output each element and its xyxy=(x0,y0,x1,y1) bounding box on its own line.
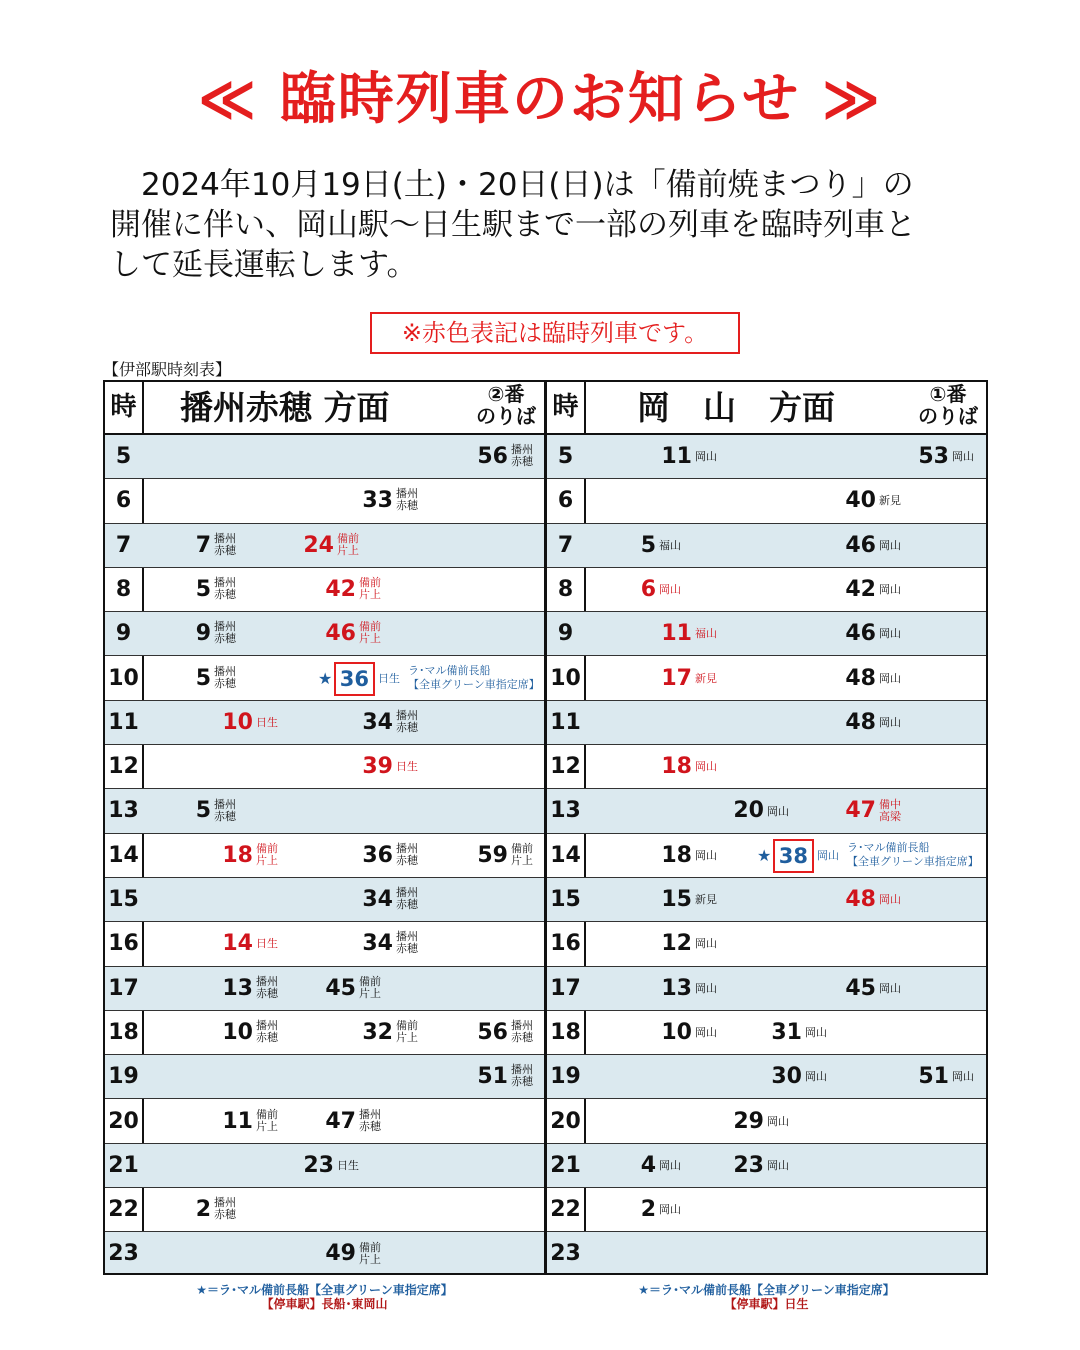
destination: 日生 xyxy=(396,760,418,774)
hour-cell: 23 xyxy=(550,1241,581,1267)
platform-text: のりば xyxy=(476,404,536,428)
hour-cell: 10 xyxy=(108,665,139,691)
hour-header: 時 xyxy=(110,392,137,422)
destination xyxy=(214,799,236,823)
departure-minute: 11 xyxy=(661,621,692,647)
departure-minute: 11 xyxy=(661,444,692,469)
departure-minute: 46 xyxy=(325,621,356,647)
hour-cell: 14 xyxy=(550,842,581,868)
destination-line: 赤穂 xyxy=(214,676,236,690)
destination xyxy=(337,533,359,557)
hour-cell: 5 xyxy=(557,444,574,469)
destination xyxy=(396,488,418,512)
destination-line: 赤穂 xyxy=(256,986,278,1000)
destination-line: 片上 xyxy=(359,632,381,646)
table-row xyxy=(105,967,544,1011)
departure-minute: 36 xyxy=(334,662,375,696)
destination: 新見 xyxy=(879,494,901,508)
departure-minute: 34 xyxy=(362,709,393,735)
departure-minute: 14 xyxy=(222,931,253,957)
table-row xyxy=(105,1011,544,1055)
destination-line: 赤穂 xyxy=(214,543,236,557)
departure-minute: 4 xyxy=(640,1152,656,1178)
hour-cell: 18 xyxy=(108,1019,139,1045)
hour-cell: 16 xyxy=(108,931,139,957)
destination: 日生 xyxy=(256,937,278,951)
destination-line: 播州 xyxy=(511,1063,533,1077)
departure-minute: 30 xyxy=(771,1064,802,1090)
hour-cell: 6 xyxy=(557,488,574,514)
destination xyxy=(511,1064,533,1088)
destination xyxy=(214,533,236,557)
destination-line: 播州 xyxy=(396,487,418,501)
destination: 岡山 xyxy=(952,1070,974,1084)
timetable-right-panel xyxy=(545,380,988,1275)
departure-minute: 5 xyxy=(640,532,656,558)
destination: 岡山 xyxy=(767,1114,789,1128)
destination xyxy=(511,843,533,867)
red-note-box: ※赤色表記は臨時列車です。 xyxy=(370,312,740,354)
destination-line: 備前 xyxy=(396,1019,418,1033)
departure-minute: 12 xyxy=(661,931,692,957)
hour-cell: 17 xyxy=(550,975,581,1001)
destination-line: 片上 xyxy=(511,853,533,867)
destination: 新見 xyxy=(695,893,717,907)
la-maru-name: ラ･マル備前長船 xyxy=(847,840,930,854)
destination-line: 赤穂 xyxy=(396,898,418,912)
destination xyxy=(359,577,381,601)
departure-minute: 5 xyxy=(195,798,211,824)
departure-minute: 10 xyxy=(222,1019,253,1045)
table-row xyxy=(105,789,544,833)
la-maru-note xyxy=(847,841,979,869)
departure-minute: 51 xyxy=(477,1064,508,1090)
departure-minute: 46 xyxy=(845,621,876,647)
destination: 岡山 xyxy=(879,583,901,597)
departure-minute: 38 xyxy=(773,839,814,873)
departure-minute: 53 xyxy=(918,444,949,469)
table-row xyxy=(105,479,544,523)
departure-minute: 24 xyxy=(303,532,334,558)
hour-cell: 11 xyxy=(108,709,139,735)
destination-line: 播州 xyxy=(396,930,418,944)
destination-line: 備前 xyxy=(256,1107,278,1121)
departure-minute: 49 xyxy=(325,1241,356,1267)
hour-cell: 19 xyxy=(108,1064,139,1090)
destination-line: 備前 xyxy=(359,576,381,590)
timetable-left-panel xyxy=(103,380,546,1275)
table-row xyxy=(105,922,544,966)
table-row xyxy=(547,789,986,833)
departure-minute: 48 xyxy=(845,665,876,691)
departure-minute: 32 xyxy=(362,1019,393,1045)
destination xyxy=(214,577,236,601)
departure-minute: 45 xyxy=(845,975,876,1001)
table-row xyxy=(105,834,544,878)
departure-minute: 56 xyxy=(477,444,508,469)
destination-line: 備前 xyxy=(359,974,381,988)
notice-text xyxy=(110,165,990,285)
departure-minute: 56 xyxy=(477,1019,508,1045)
departure-minute: 2 xyxy=(640,1197,656,1223)
destination xyxy=(214,1197,236,1221)
hour-cell: 7 xyxy=(557,532,574,558)
departure-minute: 10 xyxy=(222,709,253,735)
hour-cell: 12 xyxy=(550,754,581,780)
destination: 日生 xyxy=(378,671,400,685)
departure-minute: 31 xyxy=(771,1019,802,1045)
table-row xyxy=(547,834,986,878)
hour-cell: 11 xyxy=(550,709,581,735)
table-row xyxy=(547,701,986,745)
hour-cell: 20 xyxy=(550,1108,581,1134)
platform-label xyxy=(476,383,536,427)
table-row xyxy=(547,1100,986,1144)
platform-number: ①番 xyxy=(929,382,967,406)
destination xyxy=(511,1020,533,1044)
destination-line: 播州 xyxy=(256,974,278,988)
destination xyxy=(256,1109,278,1133)
departure-minute: 5 xyxy=(195,665,211,691)
hour-cell: 8 xyxy=(557,576,574,602)
hour-cell: 7 xyxy=(115,532,132,558)
platform-label xyxy=(918,383,978,427)
destination xyxy=(396,1020,418,1044)
destination: 岡山 xyxy=(879,671,901,685)
hour-cell: 14 xyxy=(108,842,139,868)
notice-line: 開催に伴い、岡山駅～日生駅まで一部の列車を臨時列車と xyxy=(110,207,916,243)
table-row xyxy=(105,1144,544,1188)
destination: 岡山 xyxy=(695,937,717,951)
table-row xyxy=(105,435,544,479)
destination-line: 片上 xyxy=(256,853,278,867)
table-row xyxy=(105,1100,544,1144)
departure-minute: 18 xyxy=(222,842,253,868)
destination: 岡山 xyxy=(767,804,789,818)
hour-cell: 16 xyxy=(550,931,581,957)
table-row xyxy=(547,612,986,656)
departure-minute: 20 xyxy=(733,798,764,824)
panel-header xyxy=(547,382,986,435)
destination: 岡山 xyxy=(805,1070,827,1084)
departure-minute: 18 xyxy=(661,842,692,868)
footer-stops: 【停車駅】長船･東岡山 xyxy=(261,1297,388,1311)
table-row xyxy=(547,878,986,922)
departure-minute: 15 xyxy=(661,887,692,912)
hour-cell: 9 xyxy=(115,621,132,647)
destination: 岡山 xyxy=(817,848,839,862)
destination xyxy=(396,931,418,955)
departure-minute: 36 xyxy=(362,842,393,868)
star-icon: ★ xyxy=(318,668,333,688)
notice-line: して延長運転します。 xyxy=(110,247,418,283)
hour-cell: 23 xyxy=(108,1241,139,1267)
footer-star-note: ★＝ラ･マル備前長船【全車グリーン車指定席】 xyxy=(196,1283,453,1297)
hour-cell: 22 xyxy=(108,1197,139,1223)
panel-header xyxy=(105,382,544,435)
departure-minute: 40 xyxy=(845,488,876,514)
table-row xyxy=(547,1188,986,1232)
destination xyxy=(359,976,381,1000)
table-row xyxy=(105,524,544,568)
platform-text: のりば xyxy=(918,404,978,428)
hour-cell: 18 xyxy=(550,1019,581,1045)
departure-minute: 23 xyxy=(733,1152,764,1178)
departure-minute: 47 xyxy=(325,1108,356,1134)
table-row xyxy=(547,435,986,479)
destination-line: 片上 xyxy=(359,588,381,602)
destination-line: 播州 xyxy=(256,1019,278,1033)
footer-left xyxy=(103,1283,546,1311)
destination-line: 片上 xyxy=(359,986,381,1000)
destination: 岡山 xyxy=(879,538,901,552)
destination-line: 赤穂 xyxy=(511,455,533,469)
destination-line: 播州 xyxy=(511,1019,533,1033)
destination xyxy=(511,444,533,468)
destination: 岡山 xyxy=(879,981,901,995)
departure-minute: 9 xyxy=(195,621,211,647)
destination: 日生 xyxy=(337,1158,359,1172)
destination xyxy=(256,843,278,867)
hour-cell: 10 xyxy=(550,665,581,691)
destination-line: 備前 xyxy=(256,841,278,855)
table-row xyxy=(105,657,544,701)
table-row xyxy=(105,1232,544,1275)
destination-line: 播州 xyxy=(214,664,236,678)
hour-cell: 15 xyxy=(550,887,581,912)
destination: 岡山 xyxy=(695,1026,717,1040)
departure-minute: 10 xyxy=(661,1019,692,1045)
destination-line: 赤穂 xyxy=(256,1031,278,1045)
destination: 福山 xyxy=(695,627,717,641)
destination xyxy=(396,887,418,911)
destination-line: 播州 xyxy=(214,797,236,811)
destination xyxy=(214,621,236,645)
destination xyxy=(396,710,418,734)
destination-line: 高梁 xyxy=(879,809,901,823)
departure-minute: 7 xyxy=(195,532,211,558)
departure-minute: 39 xyxy=(362,754,393,780)
destination: 福山 xyxy=(659,538,681,552)
departure-minute: 34 xyxy=(362,887,393,912)
destination-line: 播州 xyxy=(396,708,418,722)
destination-line: 播州 xyxy=(214,620,236,634)
destination xyxy=(256,976,278,1000)
departure-minute: 47 xyxy=(845,798,876,824)
departure-minute: 29 xyxy=(733,1108,764,1134)
destination: 岡山 xyxy=(695,760,717,774)
destination-line: 赤穂 xyxy=(396,942,418,956)
destination xyxy=(879,799,901,823)
hour-cell: 22 xyxy=(550,1197,581,1223)
destination: 岡山 xyxy=(805,1026,827,1040)
destination: 岡山 xyxy=(695,848,717,862)
destination-line: 赤穂 xyxy=(396,720,418,734)
destination-line: 播州 xyxy=(396,841,418,855)
destination-line: 播州 xyxy=(511,443,533,457)
departure-minute: 59 xyxy=(477,842,508,868)
hour-cell: 15 xyxy=(108,887,139,912)
table-row xyxy=(547,967,986,1011)
departure-minute: 48 xyxy=(845,709,876,735)
destination: 岡山 xyxy=(659,1158,681,1172)
footer-right xyxy=(545,1283,988,1311)
destination-line: 片上 xyxy=(256,1119,278,1133)
destination-line: 播州 xyxy=(214,531,236,545)
table-row xyxy=(105,701,544,745)
destination: 岡山 xyxy=(659,583,681,597)
star-icon: ★ xyxy=(757,845,772,865)
hour-cell: 6 xyxy=(115,488,132,514)
table-row xyxy=(547,1055,986,1099)
departure-minute: 34 xyxy=(362,931,393,957)
la-maru-seat-note: 【全車グリーン車指定席】 xyxy=(847,854,979,868)
destination xyxy=(214,666,236,690)
destination-line: 赤穂 xyxy=(359,1119,381,1133)
hour-cell: 19 xyxy=(550,1064,581,1090)
departure-minute: 6 xyxy=(640,576,656,602)
destination: 岡山 xyxy=(659,1203,681,1217)
departure-minute: 11 xyxy=(222,1108,253,1134)
departure-minute: 23 xyxy=(303,1152,334,1178)
table-row xyxy=(105,745,544,789)
hour-cell: 13 xyxy=(550,798,581,824)
departure-minute: 13 xyxy=(661,975,692,1001)
footer-star-note: ★＝ラ･マル備前長船【全車グリーン車指定席】 xyxy=(638,1283,895,1297)
destination-line: 備中 xyxy=(879,797,901,811)
destination-line: 赤穂 xyxy=(511,1031,533,1045)
table-row xyxy=(547,1232,986,1275)
hour-cell: 21 xyxy=(550,1152,581,1178)
destination-line: 赤穂 xyxy=(214,632,236,646)
destination-line: 赤穂 xyxy=(396,853,418,867)
departure-minute: 18 xyxy=(661,754,692,780)
destination: 岡山 xyxy=(767,1158,789,1172)
hour-cell: 8 xyxy=(115,576,132,602)
table-row xyxy=(105,1188,544,1232)
platform-number: ②番 xyxy=(487,382,525,406)
destination-line: 片上 xyxy=(337,543,359,557)
destination: 岡山 xyxy=(952,450,974,464)
departure-minute: 5 xyxy=(195,576,211,602)
departure-minute: 33 xyxy=(362,488,393,514)
departure-minute: 17 xyxy=(661,665,692,691)
direction-title: 岡 山 方面 xyxy=(637,388,835,427)
notice-line: 2024年10月19日(土)・20日(日)は「備前焼まつり」の xyxy=(110,167,914,203)
destination-line: 備前 xyxy=(359,1240,381,1254)
hour-cell: 17 xyxy=(108,975,139,1001)
departure-minute: 13 xyxy=(222,975,253,1001)
table-row xyxy=(547,1011,986,1055)
destination-line: 片上 xyxy=(396,1031,418,1045)
timetable-label: 【伊部駅時刻表】 xyxy=(103,360,232,379)
hour-cell: 20 xyxy=(108,1108,139,1134)
destination-line: 片上 xyxy=(359,1252,381,1266)
destination-line: 播州 xyxy=(214,576,236,590)
direction-title: 播州赤穂 方面 xyxy=(180,388,390,427)
table-row xyxy=(547,745,986,789)
hour-header: 時 xyxy=(552,392,579,422)
destination xyxy=(359,1242,381,1266)
page-title: ≪ 臨時列車のお知らせ ≫ xyxy=(197,67,883,132)
destination-line: 赤穂 xyxy=(214,588,236,602)
destination: 岡山 xyxy=(695,450,717,464)
destination: 岡山 xyxy=(879,627,901,641)
destination xyxy=(359,1109,381,1133)
destination-line: 播州 xyxy=(359,1107,381,1121)
destination: 岡山 xyxy=(695,981,717,995)
destination-line: 赤穂 xyxy=(396,499,418,513)
destination-line: 赤穂 xyxy=(511,1075,533,1089)
destination-line: 播州 xyxy=(396,886,418,900)
hour-cell: 13 xyxy=(108,798,139,824)
departure-minute: 42 xyxy=(845,576,876,602)
destination: 日生 xyxy=(256,715,278,729)
table-row xyxy=(105,878,544,922)
footer-stops: 【停車駅】日生 xyxy=(724,1297,809,1311)
hour-cell: 12 xyxy=(108,754,139,780)
departure-minute: 2 xyxy=(195,1197,211,1223)
destination-line: 備前 xyxy=(511,841,533,855)
hour-cell: 9 xyxy=(557,621,574,647)
destination xyxy=(396,843,418,867)
destination-line: 播州 xyxy=(214,1196,236,1210)
table-row xyxy=(547,657,986,701)
destination xyxy=(359,621,381,645)
table-row xyxy=(105,568,544,612)
table-row xyxy=(547,1144,986,1188)
la-maru-seat-note: 【全車グリーン車指定席】 xyxy=(408,677,540,691)
table-row xyxy=(105,1055,544,1099)
departure-minute: 48 xyxy=(845,887,876,912)
la-maru-name: ラ･マル備前長船 xyxy=(408,663,491,677)
hour-cell: 21 xyxy=(108,1152,139,1178)
destination-line: 赤穂 xyxy=(214,809,236,823)
destination xyxy=(256,1020,278,1044)
departure-minute: 42 xyxy=(325,576,356,602)
departure-minute: 51 xyxy=(918,1064,949,1090)
table-row xyxy=(547,568,986,612)
table-row xyxy=(547,922,986,966)
hour-cell: 5 xyxy=(115,444,132,469)
departure-minute: 45 xyxy=(325,975,356,1001)
destination-line: 備前 xyxy=(359,620,381,634)
destination-line: 備前 xyxy=(337,531,359,545)
destination: 岡山 xyxy=(879,893,901,907)
table-row xyxy=(547,479,986,523)
table-row xyxy=(547,524,986,568)
destination: 岡山 xyxy=(879,715,901,729)
la-maru-note xyxy=(408,664,540,692)
table-row xyxy=(105,612,544,656)
destination-line: 赤穂 xyxy=(214,1208,236,1222)
departure-minute: 46 xyxy=(845,532,876,558)
destination: 新見 xyxy=(695,671,717,685)
